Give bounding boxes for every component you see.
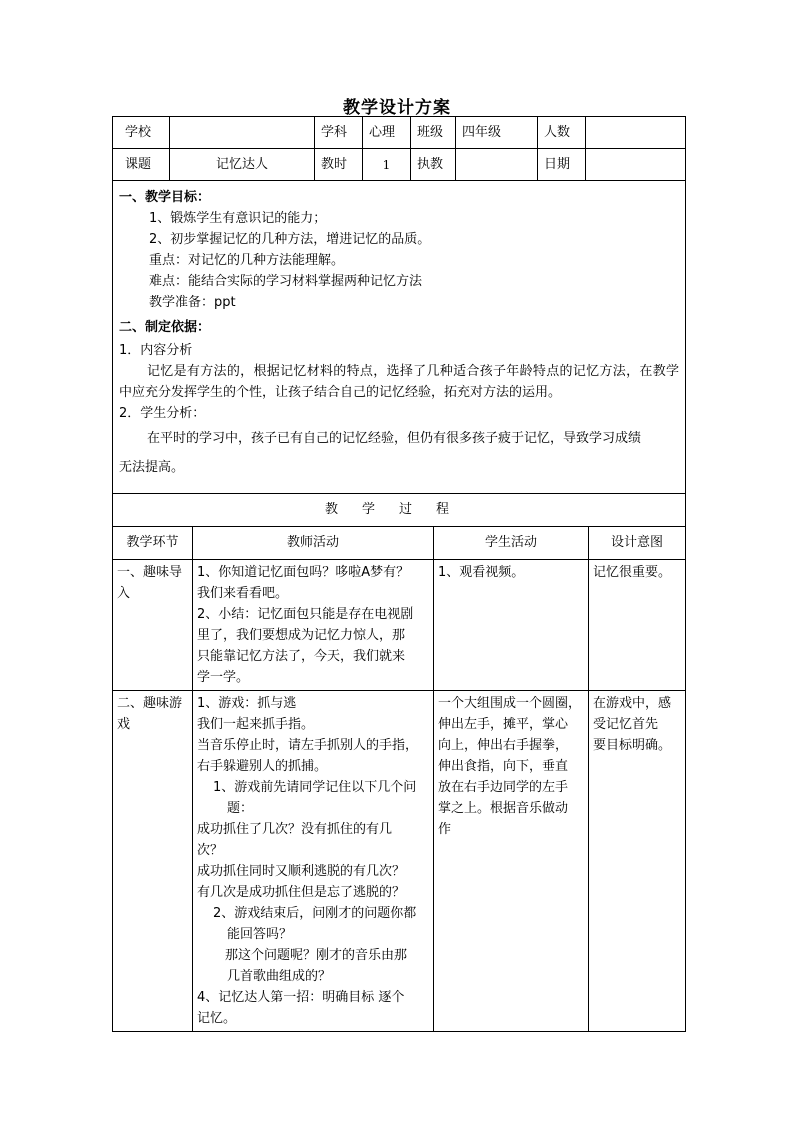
student-game-line: 向上，伸出右手握拳， (438, 738, 569, 753)
teacher-game-line: 几首歌曲组成的？ (227, 969, 332, 984)
stage-game-line2: 戏 (117, 717, 131, 732)
goal-key-point: 重点：对记忆的几种方法能理解。 (149, 253, 345, 268)
goal-difficulty: 难点：能结合实际的学习材料掌握两种记忆方法 (149, 274, 423, 289)
student-game-line: 掌之上。根据音乐做动 (438, 801, 569, 816)
topic-label: 课题 (113, 149, 170, 181)
student-game-line: 一个大组围成一个圆圈， (438, 696, 582, 711)
teacher-game-line: 那这个问题呢？刚才的音乐由那 (225, 948, 408, 963)
hours-value: 1 (363, 149, 411, 181)
teacher-intro-line: 里了，我们要想成为记忆力惊人，那 (197, 628, 406, 643)
teacher-game-line: 2、游戏结束后，问刚才的问题你都 (213, 906, 417, 921)
stage-intro-line1: 一、趣味导 (117, 565, 183, 580)
teacher-game-line: 成功抓住同时又顺利逃脱的有几次？ (197, 864, 406, 879)
goal-item-2: 2、初步掌握记忆的几种方法，增进记忆的品质。 (149, 232, 431, 247)
teacher-intro-line: 1、你知道记忆面包吗？哆啦A梦有？ (197, 565, 410, 580)
people-value (586, 117, 686, 149)
teacher-game-line: 右手躲避别人的抓捕。 (197, 759, 328, 774)
student-game-line: 伸出食指，向下，垂直 (438, 759, 569, 774)
header-row-1 (113, 117, 686, 149)
teacher-game-line: 有几次是成功抓住但是忘了逃脱的？ (197, 885, 406, 900)
intent-cell-game (589, 691, 686, 1032)
column-header-stage: 教学环节 (113, 527, 193, 560)
content-analysis-text: 记忆是有方法的，根据记忆材料的特点，选择了几种适合孩子年龄特点的记忆方法，在教学中应充分发挥学生的个性，让孩子结合自己的记忆经验，拓充对方法的运用。 (119, 364, 680, 400)
teacher-game-line: 4、记忆达人第一招：明确目标 逐个 (197, 990, 405, 1005)
student-cell-intro (434, 560, 589, 691)
goals-basis-section (113, 181, 686, 494)
intent-game-line: 受记忆首先 (593, 717, 659, 732)
basis-heading: 二、制定依据： (119, 320, 211, 335)
column-header-teacher: 教师活动 (193, 527, 434, 560)
teacher-cell-game (193, 691, 434, 1032)
school-label: 学校 (113, 117, 170, 149)
goals-heading: 一、教学目标： (119, 190, 211, 205)
topic-value: 记忆达人 (170, 149, 315, 181)
student-game-line: 伸出左手，摊平，掌心 (438, 717, 569, 732)
teacher-game-line: 1、游戏：抓与逃 (197, 696, 297, 711)
school-value (170, 117, 315, 149)
process-row-game (113, 691, 686, 1032)
intent-game-line: 在游戏中，感 (593, 696, 672, 711)
teacher-intro-line: 2、小结：记忆面包只能是存在电视剧 (197, 607, 414, 622)
stage-game-line1: 二、趣味游 (117, 696, 183, 711)
stage-intro-line2: 入 (117, 586, 131, 601)
teacher-game-line: 能回答吗？ (227, 927, 293, 942)
lesson-body-table (112, 180, 686, 1032)
header-info-table (112, 116, 686, 181)
header-row-2 (113, 149, 686, 181)
student-game-line: 放在右手边同学的左手 (438, 780, 569, 795)
teacher-intro-line: 学一学。 (197, 670, 250, 685)
people-label: 人数 (538, 117, 586, 149)
student-intro-text: 1、观看视频。 (438, 565, 525, 580)
teacher-game-line: 当音乐停止时，请左手抓别人的手指， (197, 738, 419, 753)
hours-label: 教时 (315, 149, 363, 181)
intent-game-line: 要目标明确。 (593, 738, 672, 753)
teacher-game-line: 1、游戏前先请同学记住以下几个问 (213, 780, 417, 795)
student-analysis-text: 在平时的学习中，孩子已有自己的记忆经验，但仍有很多孩子疲于记忆，导致学习成绩 (147, 431, 642, 446)
process-title: 教学过程 (113, 494, 686, 527)
intent-cell-intro (589, 560, 686, 691)
class-label: 班级 (411, 117, 456, 149)
intent-intro-text: 记忆很重要。 (593, 565, 672, 580)
teacher-label: 执教 (411, 149, 456, 181)
teacher-game-line: 题： (227, 801, 254, 816)
content-analysis-label: 1．内容分析 (119, 343, 193, 358)
student-analysis-text-end: 无法提高。 (119, 460, 185, 475)
teacher-intro-line: 我们来看看吧。 (197, 586, 289, 601)
process-header-row (113, 527, 686, 560)
stage-cell-intro (113, 560, 193, 691)
date-label: 日期 (538, 149, 586, 181)
column-header-student: 学生活动 (434, 527, 589, 560)
student-analysis-label: 2．学生分析： (119, 406, 206, 421)
student-game-line: 作 (438, 822, 452, 837)
goal-item-1: 1、锻炼学生有意识记的能力； (149, 211, 327, 226)
document-title: 教学设计方案 (343, 98, 451, 118)
teacher-game-line: 我们一起来抓手指。 (197, 717, 315, 732)
process-row-intro (113, 560, 686, 691)
date-value (586, 149, 686, 181)
subject-label: 学科 (315, 117, 363, 149)
teacher-game-line: 次？ (197, 843, 224, 858)
teacher-game-line: 成功抓住了几次？没有抓住的有几 (197, 822, 393, 837)
student-cell-game (434, 691, 589, 1032)
teacher-value (456, 149, 538, 181)
teacher-cell-intro (193, 560, 434, 691)
column-header-intent: 设计意图 (589, 527, 686, 560)
goals-and-basis-row (113, 181, 686, 494)
teacher-intro-line: 只能靠记忆方法了，今天，我们就来 (197, 649, 406, 664)
process-title-row (113, 494, 686, 527)
teacher-game-line: 记忆。 (197, 1011, 237, 1026)
goal-preparation: 教学准备：ppt (149, 295, 236, 310)
subject-value: 心理 (363, 117, 411, 149)
stage-cell-game (113, 691, 193, 1032)
class-value: 四年级 (456, 117, 538, 149)
